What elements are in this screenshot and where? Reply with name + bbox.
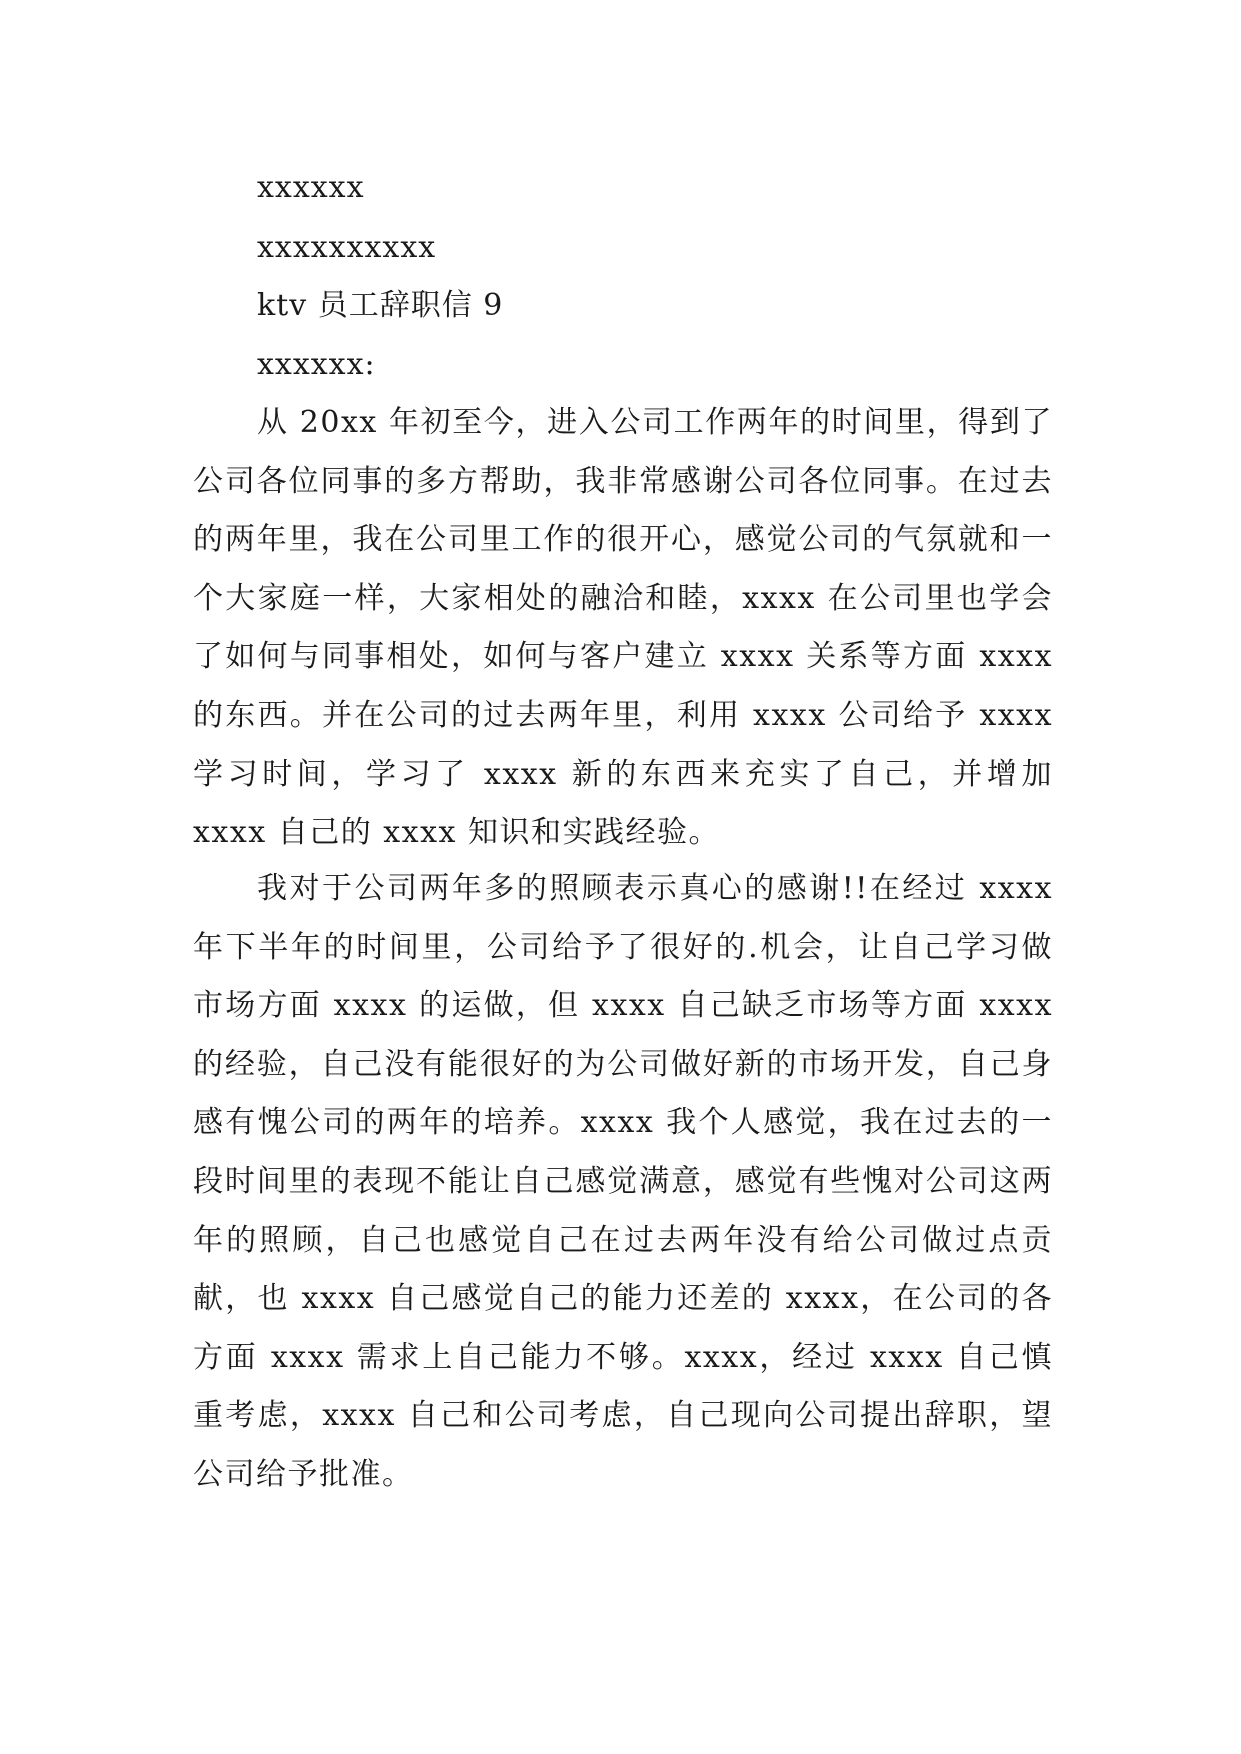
salutation: xxxxxx:: [257, 347, 376, 382]
body-paragraph-2: 我对于公司两年多的照顾表示真心的感谢!!在经过 xxxx 年下半年的时间里，公司给予了很好的.机会，让自己学习做市场方面 xxxx 的运做，但 xxxx 自己缺乏市场等方面 xxxx 的经验，自己没有能很好的为公司做好新的市场开发，自己身感有愧公司的两年的培养。xxxx 我个人感觉，我在过去的一段时间里的表现不能让自己感觉满意，感觉有些愧对公司这两年的照顾，自己也感觉自己在过去两年没有给公司做过点贡献，也 xxxx 自己感觉自己的能力还差的 xxxx，在公司的各方面 xxxx 需求上自己能力不够。xxxx，经过 xxxx 自己慎重考虑，xxxx 自己和公司考虑，自己现向公司提出辞职，望公司给予批准。: [193, 871, 1053, 1492]
header-line-2: xxxxxxxxxx: [257, 230, 437, 265]
letter-title: ktv 员工辞职信 9: [257, 288, 504, 323]
body-paragraph-1: 从 20xx 年初至今，进入公司工作两年的时间里，得到了公司各位同事的多方帮助，我非常感谢公司各位同事。在过去的两年里，我在公司里工作的很开心，感觉公司的气氛就和一个大家庭一样，大家相处的融洽和睦，xxxx 在公司里也学会了如何与同事相处，如何与客户建立 xxxx 关系等方面 xxxx 的东西。并在公司的过去两年里，利用 xxxx 公司给予 xxxx 学习时间，学习了 xxxx 新的东西来充实了自己，并增加 xxxx 自己的 xxxx 知识和实践经验。: [193, 405, 1053, 851]
header-line-1: xxxxxx: [257, 170, 365, 205]
